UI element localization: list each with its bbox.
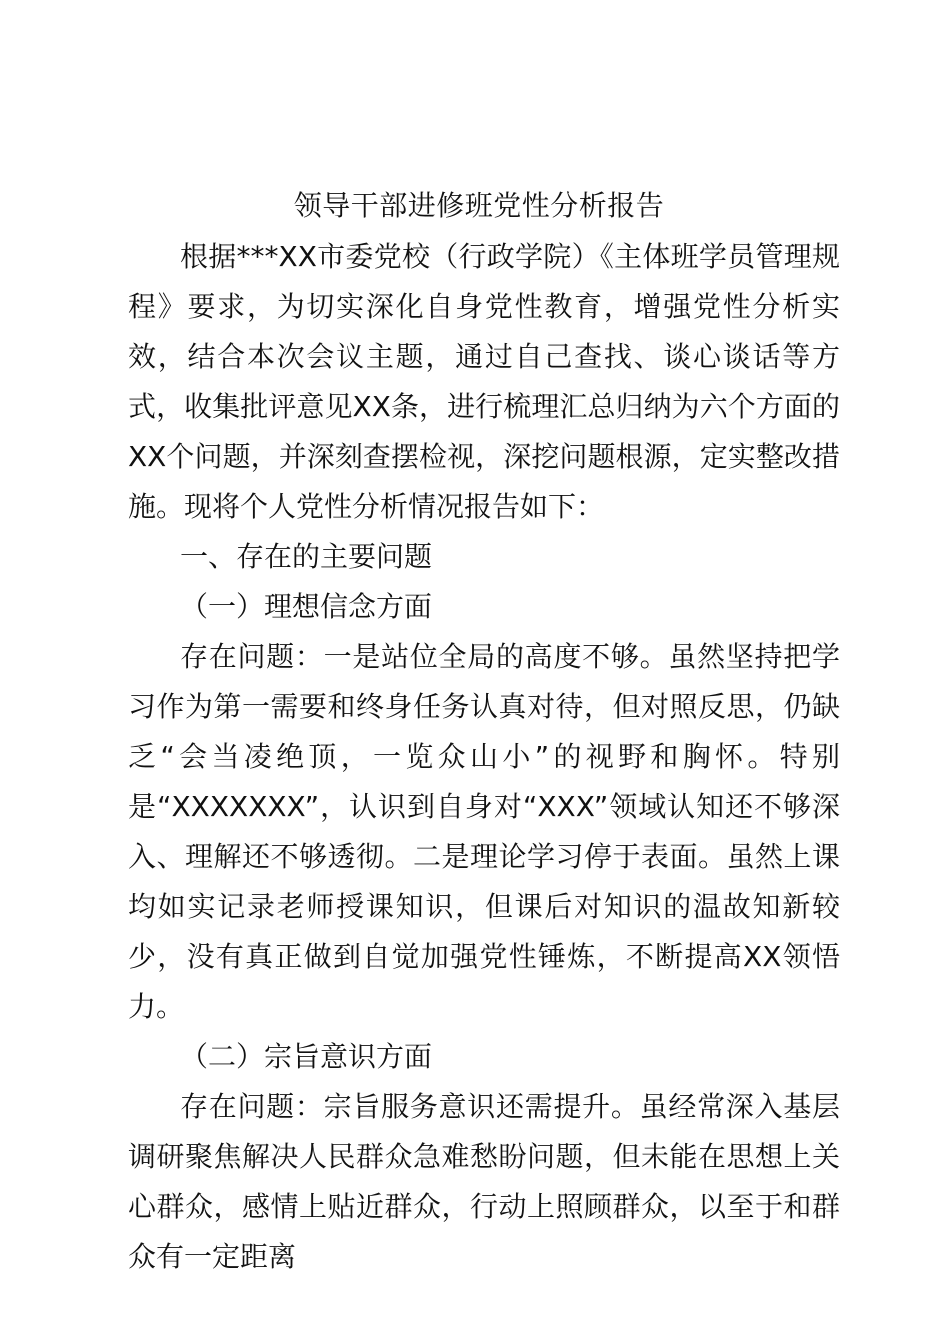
intro-paragraph: 根据***XX市委党校（行政学院）《主体班学员管理规程》要求，为切实深化自身党性教育，增强党性分析实效，结合本次会议主题，通过自己查找、谈心谈话等方式，收集批评意见XX条，进行梳理汇总归纳为六个方面的XX个问题，并深刻查摆检视，深挖问题根源，定实整改措施。现将个人党性分析情况报告如下： (128, 240, 840, 523)
purpose-paragraph: 存在问题：宗旨服务意识还需提升。虽经常深入基层调研聚焦解决人民群众急难愁盼问题，但未能在思想上关心群众，感情上贴近群众，行动上照顾群众，以至于和群众有一定距离 (128, 1090, 840, 1273)
document-body (128, 232, 840, 1282)
subsection-heading-purpose: （二）宗旨意识方面 (180, 1040, 433, 1073)
subsection-heading-ideals: （一）理想信念方面 (180, 590, 433, 623)
document-title: 领导干部进修班党性分析报告 (293, 189, 665, 222)
ideals-paragraph: 存在问题：一是站位全局的高度不够。虽然坚持把学习作为第一需要和终身任务认真对待，但对照反思，仍缺乏“会当凌绝顶，一览众山小”的视野和胸怀。特别是“XXXXXXX”，认识到自身对“XXX”领域认知还不够深入、理解还不够透彻。二是理论学习停于表面。虽然上课均如实记录老师授课知识，但课后对知识的温故知新较少，没有真正做到自觉加强党性锤炼，不断提高XX领悟力。 (128, 640, 840, 1023)
section-heading-problems: 一、存在的主要问题 (180, 540, 433, 573)
